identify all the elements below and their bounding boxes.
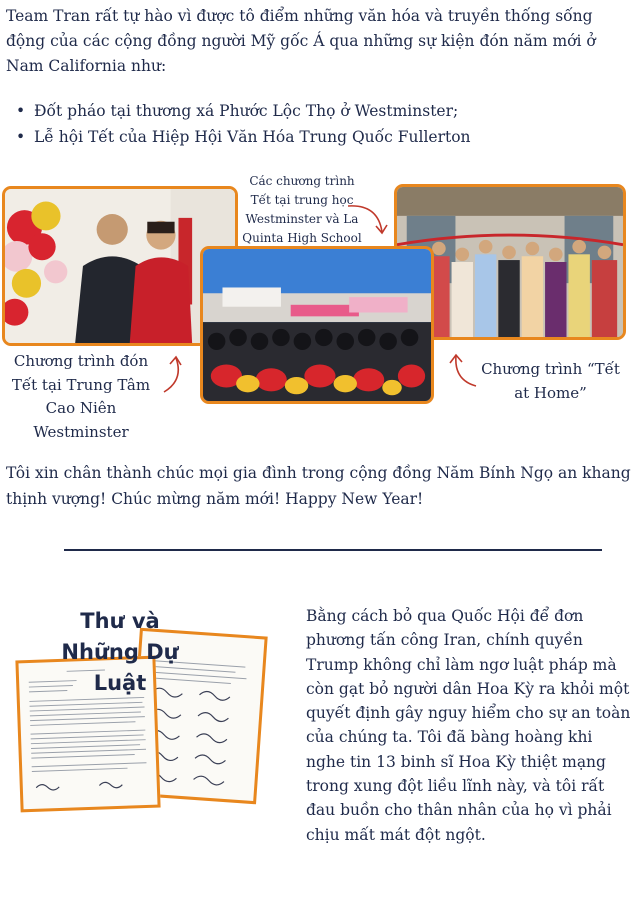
intro-paragraph: Team Tran rất tự hào vì được tô điểm những văn hóa và truyền thống sống động của các cộng đồng người Mỹ gốc Á qua những sự kiện đón năm mới ở Nam California như: [6, 7, 596, 75]
letters-bills-title: Thư và Những Dự Luật [61, 609, 179, 695]
caption-tet-at-home: Chương trình “Tết at Home” [481, 360, 620, 402]
iran-statement: Bằng cách bỏ qua Quốc Hội để đơn phương tấn công Iran, chính quyền Trump không chỉ làm ngơ luật pháp mà còn gạt bỏ người dân Hoa Kỳ ra khỏi một quyết định gây nguy hiểm cho sự an toàn của chúng ta. Tôi đã bàng hoàng khi nghe tin 13 binh sĩ Hoa Kỳ thiệt mạng trong xung đột liều lĩnh này, và tôi rất đau buồn cho thân nhân của họ vì phải chịu mất mát đột ngột. [306, 607, 631, 844]
list-item: • Đốt pháo tại thương xá Phước Lộc Thọ ở Westminster; [14, 98, 624, 124]
list-item: • Lễ hội Tết của Hiệp Hội Văn Hóa Trung Quốc Fullerton [14, 124, 624, 150]
photo-high-school [200, 246, 434, 404]
curved-arrow-icon [158, 352, 188, 396]
curved-arrow-icon [446, 350, 480, 390]
caption-high-school: Các chương trình Tết tại trung học Westminster và La Quinta High School [242, 174, 362, 245]
new-year-wishes: Tôi xin chân thành chúc mọi gia đình trong cộng đồng Năm Bính Ngọ an khang thịnh vượng! Chúc mừng năm mới! Happy New Year! [6, 464, 631, 508]
event-list [14, 98, 624, 150]
curved-arrow-icon [344, 200, 392, 240]
caption-senior-center: Chương trình đón Tết tại Trung Tâm Cao Niên Westminster [11, 352, 151, 441]
section-divider [64, 549, 602, 551]
